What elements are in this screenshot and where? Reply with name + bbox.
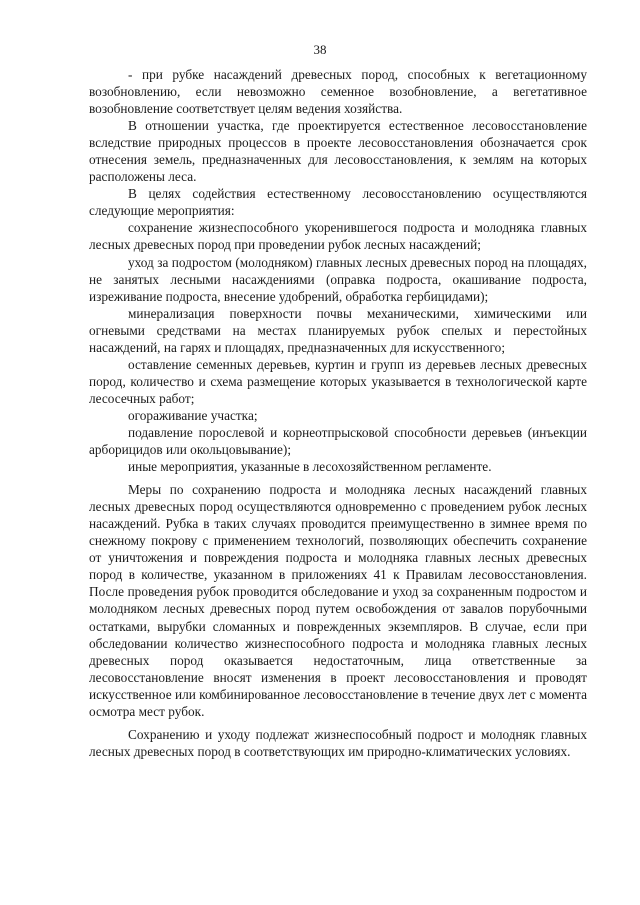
paragraph: - при рубке насаждений древесных пород, способных к вегетационному возобновлению, если невозможно семенное возобновление, а вегетативное возобновление соответствует целям ведения хозяйства. xyxy=(89,67,587,117)
paragraph: В отношении участка, где проектируется естественное лесовосстановление вследствие природных процессов в проекте лесовосстановления обозначается срок отнесения земель, предназначенных для лесовосстановления, к землям на которых расположены леса. xyxy=(89,118,587,185)
paragraph: Меры по сохранению подроста и молодняка лесных насаждений главных лесных древесных пород осуществляются одновременно с проведением рубок лесных насаждений. Рубка в таких случаях проводится преимущественно в зимнее время по снежному покрову с применением технологий, позволяющих обеспечить сохранение от уничтожения и повреждения подроста и молодняка главных лесных древесных пород в количестве, указанном в приложениях 41 к Правилам лесовосстановления. После проведения рубок проводится обследование и уход за сохраненным подростом и молодняком лесных древесных пород путем освобождения от завалов порубочными остатками, вырубки сломанных и поврежденных экземпляров. В случае, если при обследовании количество жизнеспособного подроста и молодняка главных лесных древесных пород оказывается недостаточным, лица ответственные за лесовосстановление вносят изменения в проект лесовосстановления и проводят искусственное или комбинированное лесовосстановление в течение двух лет с момента осмотра мест рубок. xyxy=(89,482,587,719)
paragraph: огораживание участка; xyxy=(128,407,258,423)
paragraph: уход за подростом (молодняком) главных лесных древесных пород на площадях, не занятых лесными насаждениями (оправка подроста, окашивание подроста, изреживание подроста, внесение удобрений, обработка гербицидами); xyxy=(89,254,587,304)
page-number: 38 xyxy=(313,42,327,57)
paragraph: В целях содействия естественному лесовосстановлению осуществляются следующие мероприятия: xyxy=(89,186,587,219)
paragraph: сохранение жизнеспособного укоренившегося подроста и молодняка главных лесных древесных пород при проведении рубок лесных насаждений; xyxy=(89,220,587,253)
paragraph: Сохранению и уходу подлежат жизнеспособный подрост и молодняк главных лесных древесных пород в соответствующих им природно-климатических условиях. xyxy=(89,726,587,759)
paragraph: минерализация поверхности почвы механическими, химическими или огневыми средствами на местах планируемых рубок спелых и перестойных насаждений, на гарях и площадях, предназначенных для искусственного; xyxy=(89,305,587,355)
paragraph: иные мероприятия, указанные в лесохозяйственном регламенте. xyxy=(128,459,492,475)
body-text xyxy=(89,66,587,760)
paragraph: подавление порослевой и корнеотпрысковой способности деревьев (инъекции арборицидов или окольцовывание); xyxy=(89,424,587,458)
paragraph: оставление семенных деревьев, куртин и групп из деревьев лесных древесных пород, количество и схема размещение которых указывается в технологической карте лесосечных работ; xyxy=(89,356,587,406)
